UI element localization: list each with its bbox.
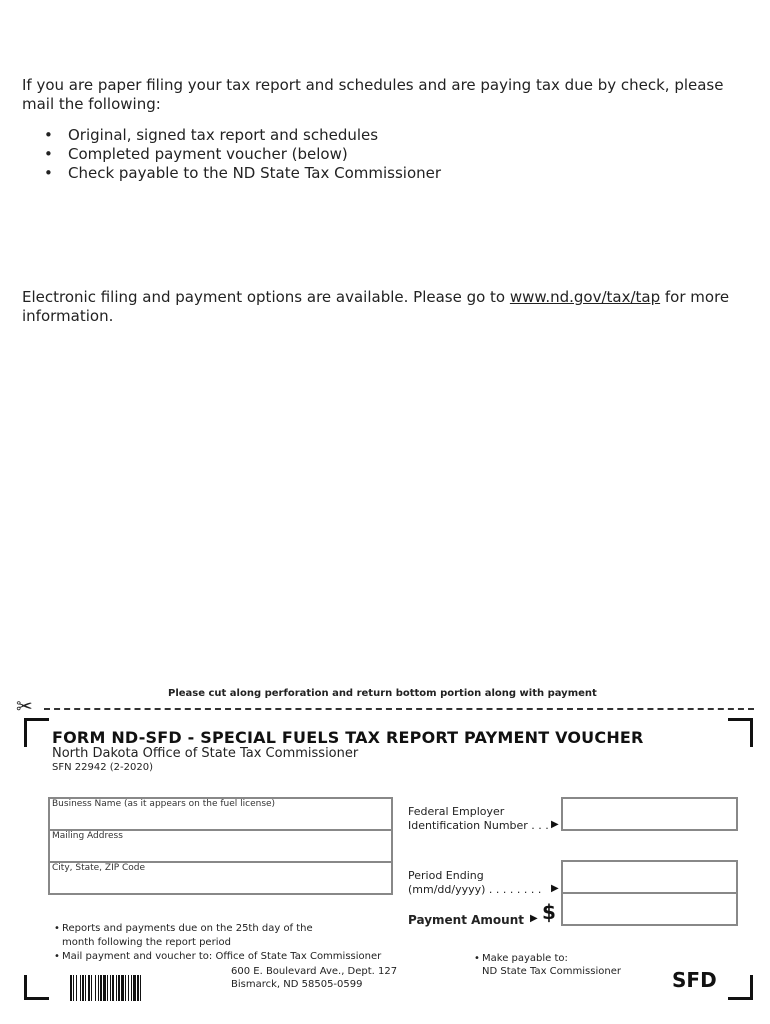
fein-label bbox=[408, 805, 549, 833]
barcode-bar bbox=[137, 975, 139, 1001]
cut-instruction: Please cut along perforation and return bottom portion along with payment bbox=[164, 688, 601, 699]
office-name: North Dakota Office of State Tax Commissioner bbox=[52, 746, 359, 761]
barcode-bar bbox=[121, 975, 124, 1001]
mailing-address-block bbox=[231, 965, 397, 991]
crop-mark-top-right bbox=[728, 718, 753, 747]
form-number: SFN 22942 (2-2020) bbox=[52, 762, 153, 773]
payable-line1: • Make payable to: bbox=[474, 952, 621, 965]
mailing-address-label: Mailing Address bbox=[52, 831, 123, 841]
payment-amount-label: Payment Amount bbox=[408, 913, 524, 927]
period-ending-label bbox=[408, 869, 541, 897]
barcode-bar bbox=[112, 975, 114, 1001]
tap-link[interactable]: www.nd.gov/tax/tap bbox=[509, 288, 661, 306]
barcode-bar bbox=[116, 975, 117, 1001]
barcode-bar bbox=[73, 975, 74, 1001]
barcode-bar bbox=[80, 975, 81, 1001]
barcode-bar bbox=[85, 975, 86, 1001]
due-date-line2: month following the report period bbox=[62, 937, 231, 948]
mailing-address-field[interactable] bbox=[48, 829, 393, 863]
payment-amount-input-box[interactable] bbox=[561, 892, 738, 926]
barcode-bar bbox=[76, 975, 77, 1001]
barcode-image bbox=[70, 975, 186, 1001]
checklist-item: • Completed payment voucher (below) bbox=[44, 145, 441, 164]
voucher-notes bbox=[54, 922, 381, 964]
barcode-bar bbox=[107, 975, 108, 1001]
pointer-arrow-icon: ▶ bbox=[530, 913, 538, 924]
checklist-item: • Check payable to the ND State Tax Commissioner bbox=[44, 164, 441, 183]
fein-label-line1: Federal Employer bbox=[408, 805, 505, 818]
pointer-arrow-icon: ▶ bbox=[551, 819, 559, 830]
electronic-text: Electronic filing and payment options are available. Please go to bbox=[22, 288, 510, 306]
address-line: Bismarck, ND 58505-0599 bbox=[231, 979, 363, 990]
business-name-field[interactable] bbox=[48, 797, 393, 831]
barcode-bar bbox=[128, 975, 129, 1001]
barcode-bar bbox=[91, 975, 92, 1001]
barcode-bar bbox=[133, 975, 136, 1001]
paper-filing-intro: If you are paper filing your tax report and schedules and are paying tax due by check, please mail the following: bbox=[22, 76, 724, 113]
mailing-checklist bbox=[44, 126, 441, 183]
due-date-line1: • Reports and payments due on the 25th day of the bbox=[62, 923, 313, 934]
checklist-item: • Original, signed tax report and schedules bbox=[44, 126, 441, 145]
barcode-bar bbox=[103, 975, 106, 1001]
due-date-note bbox=[54, 922, 381, 950]
payable-to-note bbox=[474, 952, 621, 978]
barcode-bar bbox=[70, 975, 72, 1001]
electronic-text-end: for more information. bbox=[22, 288, 730, 325]
pointer-arrow-icon: ▶ bbox=[551, 883, 559, 894]
payable-line2: ND State Tax Commissioner bbox=[482, 966, 621, 977]
period-label-line2: (mm/dd/yyyy) . . . . . . . . bbox=[408, 883, 542, 896]
barcode-bar bbox=[110, 975, 111, 1001]
barcode-bar bbox=[98, 975, 99, 1001]
form-code: SFD bbox=[672, 968, 717, 992]
barcode-bar bbox=[140, 975, 141, 1001]
perforation-line bbox=[14, 696, 754, 716]
barcode-bar bbox=[100, 975, 102, 1001]
crop-mark-bottom-right bbox=[728, 975, 753, 1000]
dashed-divider bbox=[44, 708, 754, 710]
barcode-bar bbox=[88, 975, 90, 1001]
city-state-zip-label: City, State, ZIP Code bbox=[52, 863, 146, 873]
fein-label-line2: Identification Number . . . bbox=[408, 819, 549, 832]
barcode-bar bbox=[118, 975, 120, 1001]
barcode-bar bbox=[82, 975, 84, 1001]
address-line: 600 E. Boulevard Ave., Dept. 127 bbox=[231, 966, 398, 977]
business-name-label: Business Name (as it appears on the fuel license) bbox=[52, 799, 276, 809]
crop-mark-top-left bbox=[24, 718, 49, 747]
fein-input-box[interactable] bbox=[561, 797, 738, 831]
barcode-bar bbox=[125, 975, 126, 1001]
period-ending-input-box[interactable] bbox=[561, 860, 738, 894]
crop-mark-bottom-left bbox=[24, 975, 49, 1000]
electronic-filing-note bbox=[22, 288, 752, 326]
voucher-title: FORM ND-SFD - SPECIAL FUELS TAX REPORT PAYMENT VOUCHER bbox=[52, 728, 644, 747]
dollar-sign: $ bbox=[542, 900, 556, 924]
barcode-bar bbox=[131, 975, 132, 1001]
scissors-icon: ✂ bbox=[16, 694, 33, 718]
mail-to-note: • Mail payment and voucher to: Office of State Tax Commissioner bbox=[54, 950, 381, 964]
period-label-line1: Period Ending bbox=[408, 869, 484, 882]
barcode-bar bbox=[95, 975, 96, 1001]
city-state-zip-field[interactable] bbox=[48, 861, 393, 895]
